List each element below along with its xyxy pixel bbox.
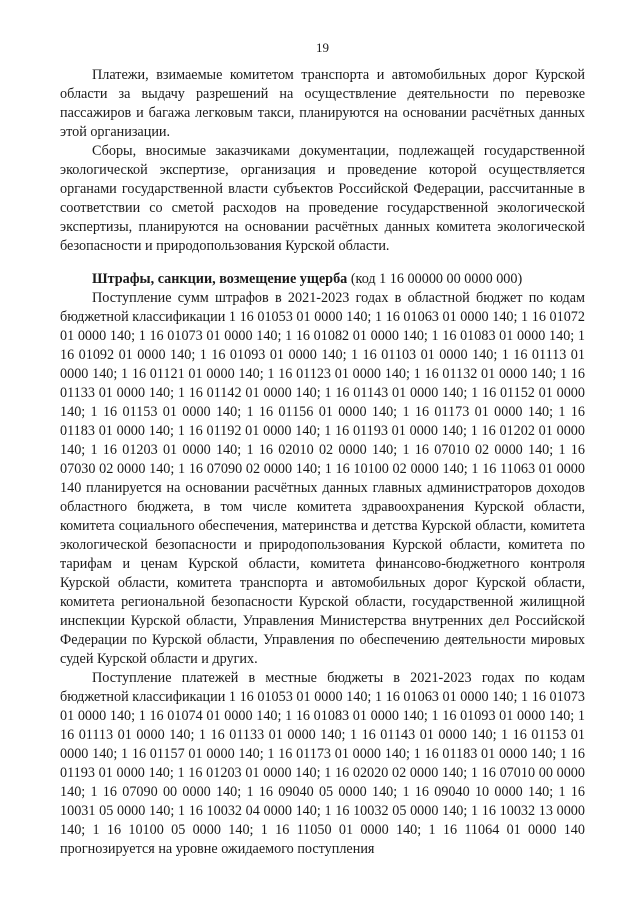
paragraph-taxi-permits: Платежи, взимаемые комитетом транспорта и автомобильных дорог Курской области за выдачу разрешений на осуществление деятельности по перевозке пассажиров и багажа легковым такси, планируются на основании расчётных данных этой организации. [60, 67, 585, 140]
section-heading-code: (код 1 16 00000 00 0000 000) [347, 271, 523, 287]
paragraph-local-fines: Поступление платежей в местные бюджеты в 2021-2023 годах по кодам бюджетной классификации 1 16 01053 01 0000 140; 1 16 01063 01 0000 140; 1 16 01073 01 0000 140; 1 16 01074 01 0000 140; 1 16 01083 01 0000 140; 1 16 01093 01 0000 140; 1 16 01113 01 0000 140; 1 16 01133 01 0000 140; 1 16 01143 01 0000 140; 1 16 01153 01 0000 140; 1 16 01157 01 0000 140; 1 16 01173 01 0000 140; 1 16 01183 01 0000 140; 1 16 01193 01 0000 140; 1 16 01203 01 0000 140; 1 16 02020 02 0000 140; 1 16 07010 00 0000 140; 1 16 07090 00 0000 140; 1 16 09040 05 0000 140; 1 16 09040 10 0000 140; 1 16 10031 05 0000 140; 1 16 10032 04 0000 140; 1 16 10032 05 0000 140; 1 16 10032 13 0000 140; 1 16 10100 05 0000 140; 1 16 11050 01 0000 140; 1 16 11064 01 0000 140 прогнозируется на уровне ожидаемого поступления [60, 670, 585, 857]
section-gap [60, 256, 585, 270]
section-heading-title: Штрафы, санкции, возмещение ущерба [92, 271, 348, 287]
section-heading [60, 270, 585, 289]
paragraph-regional-fines: Поступление сумм штрафов в 2021-2023 годах в областной бюджет по кодам бюджетной классификации 1 16 01053 01 0000 140; 1 16 01063 01 0000 140; 1 16 01072 01 0000 140; 1 16 01073 01 0000 140; 1 16 01082 01 0000 140; 1 16 01083 01 0000 140; 1 16 01092 01 0000 140; 1 16 01093 01 0000 140; 1 16 01103 01 0000 140; 1 16 01113 01 0000 140; 1 16 01121 01 0000 140; 1 16 01123 01 0000 140; 1 16 01132 01 0000 140; 1 16 01133 01 0000 140; 1 16 01142 01 0000 140; 1 16 01143 01 0000 140; 1 16 01152 01 0000 140; 1 16 01153 01 0000 140; 1 16 01156 01 0000 140; 1 16 01173 01 0000 140; 1 16 01183 01 0000 140; 1 16 01192 01 0000 140; 1 16 01193 01 0000 140; 1 16 01202 01 0000 140; 1 16 01203 01 0000 140; 1 16 02010 02 0000 140; 1 16 07010 02 0000 140; 1 16 07030 02 0000 140; 1 16 07090 02 0000 140; 1 16 10100 02 0000 140; 1 16 11063 01 0000 140 планируется на основании расчётных данных главных администраторов доходов областного бюджета, в том числе комитета здравоохранения Курской области, комитета социального обеспечения, материнства и детства Курской области, комитета экологической безопасности и природопользования Курской области, комитета по тарифам и ценам Курской области, комитета финансово-бюджетного контроля Курской области, комитета транспорта и автомобильных дорог Курской области, комитета региональной безопасности Курской области, государственной жилищной инспекции Курской области, Управления Министерства внутренних дел Российской Федерации по Курской области, Управления по обеспечению деятельности мировых судей Курской области и других. [60, 290, 585, 667]
paragraph-ecology-fees: Сборы, вносимые заказчиками документации, подлежащей государственной экологической экспертизе, организация и проведение которой осуществляется органами государственной власти субъектов Российской Федерации, рассчитанные в соответствии со сметой расходов на проведение государственной экологической экспертизы, планируются на основании расчётных данных комитета экологической безопасности и природопользования Курской области. [60, 143, 585, 254]
page-number: 19 [316, 40, 329, 55]
